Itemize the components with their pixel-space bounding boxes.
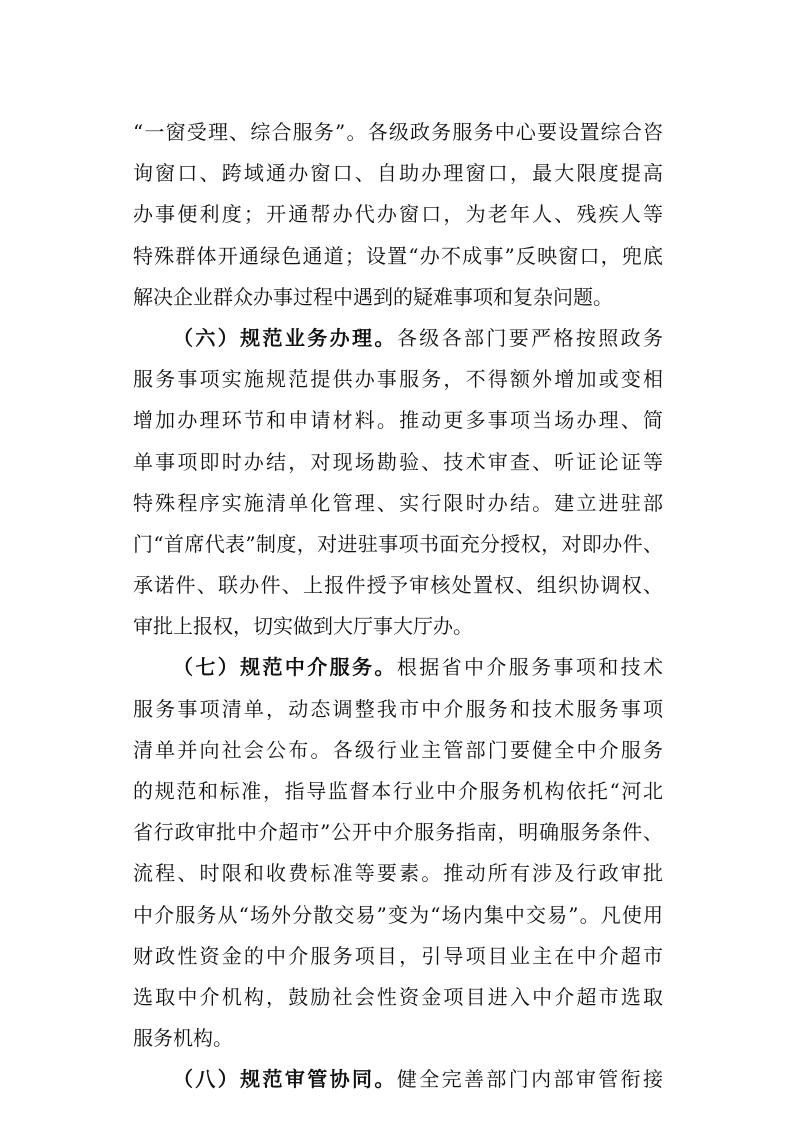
text-line [133, 606, 663, 647]
text-line [133, 194, 663, 235]
text-line [133, 153, 663, 194]
line-text: 承诺件、联办件、上报件授予审核处置权、组织协调权、 [133, 573, 663, 598]
line-text: 财政性资金的中介服务项目，引导项目业主在中介超市 [133, 943, 663, 968]
text-line [133, 689, 663, 730]
text-line [133, 483, 663, 524]
line-text: 门“首席代表”制度，对进驻事项书面充分授权，对即办件、 [133, 531, 663, 556]
document-body [133, 112, 663, 1101]
text-line [133, 812, 663, 853]
text-line [133, 977, 663, 1018]
text-line [133, 236, 663, 277]
line-text: 询窗口、跨域通办窗口、自助办理窗口，最大限度提高 [133, 161, 663, 186]
text-line [133, 400, 663, 441]
text-line [133, 936, 663, 977]
section-heading: （八）规范审管协同。 [173, 1067, 397, 1092]
line-text: 服务事项清单，动态调整我市中介服务和技术服务事项 [133, 696, 663, 721]
text-line [133, 853, 663, 894]
text-line [133, 442, 663, 483]
text-line [133, 895, 663, 936]
line-text: 特殊群体开通绿色通道；设置“办不成事”反映窗口，兜底 [133, 243, 663, 268]
line-text: 健全完善部门内部审管衔接 [396, 1067, 664, 1092]
line-text: 流程、时限和收费标准等要素。推动所有涉及行政审批 [133, 861, 663, 886]
text-line [133, 112, 663, 153]
text-line [133, 730, 663, 771]
text-line [133, 359, 663, 400]
section-heading: （六）规范业务办理。 [173, 325, 397, 350]
line-text: 选取中介机构，鼓励社会性资金项目进入中介超市选取 [133, 984, 663, 1009]
text-line [133, 1059, 663, 1100]
line-text: 省行政审批中介超市”公开中介服务指南，明确服务条件、 [133, 820, 663, 845]
text-line [133, 277, 663, 318]
line-text: 中介服务从“场外分散交易”变为“场内集中交易”。凡使用 [133, 902, 663, 927]
text-line [133, 565, 663, 606]
line-text: 清单并向社会公布。各级行业主管部门要健全中介服务 [133, 737, 663, 762]
line-text: “一窗受理、综合服务”。各级政务服务中心要设置综合咨 [133, 120, 663, 144]
line-text: 审批上报权，切实做到大厅事大厅办。 [133, 614, 473, 639]
line-text: 根据省中介服务事项和技术 [396, 655, 664, 680]
line-text: 单事项即时办结，对现场勘验、技术审查、听证论证等 [133, 449, 663, 474]
line-text: 特殊程序实施清单化管理、实行限时办结。建立进驻部 [133, 490, 663, 515]
line-text: 的规范和标准，指导监督本行业中介服务机构依托“河北 [133, 779, 663, 803]
text-line [133, 1018, 663, 1059]
text-line [133, 771, 663, 812]
line-text: 服务机构。 [133, 1026, 233, 1051]
text-line [133, 318, 663, 359]
line-text: 解决企业群众办事过程中遇到的疑难事项和复杂问题。 [133, 284, 613, 309]
line-text: 服务事项实施规范提供办事服务，不得额外增加或变相 [133, 367, 663, 392]
line-text: 办事便利度；开通帮办代办窗口，为老年人、残疾人等 [133, 202, 663, 227]
text-line [133, 647, 663, 688]
text-line [133, 524, 663, 565]
line-text: 各级各部门要严格按照政务 [396, 325, 664, 350]
line-text: 增加办理环节和申请材料。推动更多事项当场办理、简 [133, 408, 663, 433]
section-heading: （七）规范中介服务。 [173, 655, 397, 680]
